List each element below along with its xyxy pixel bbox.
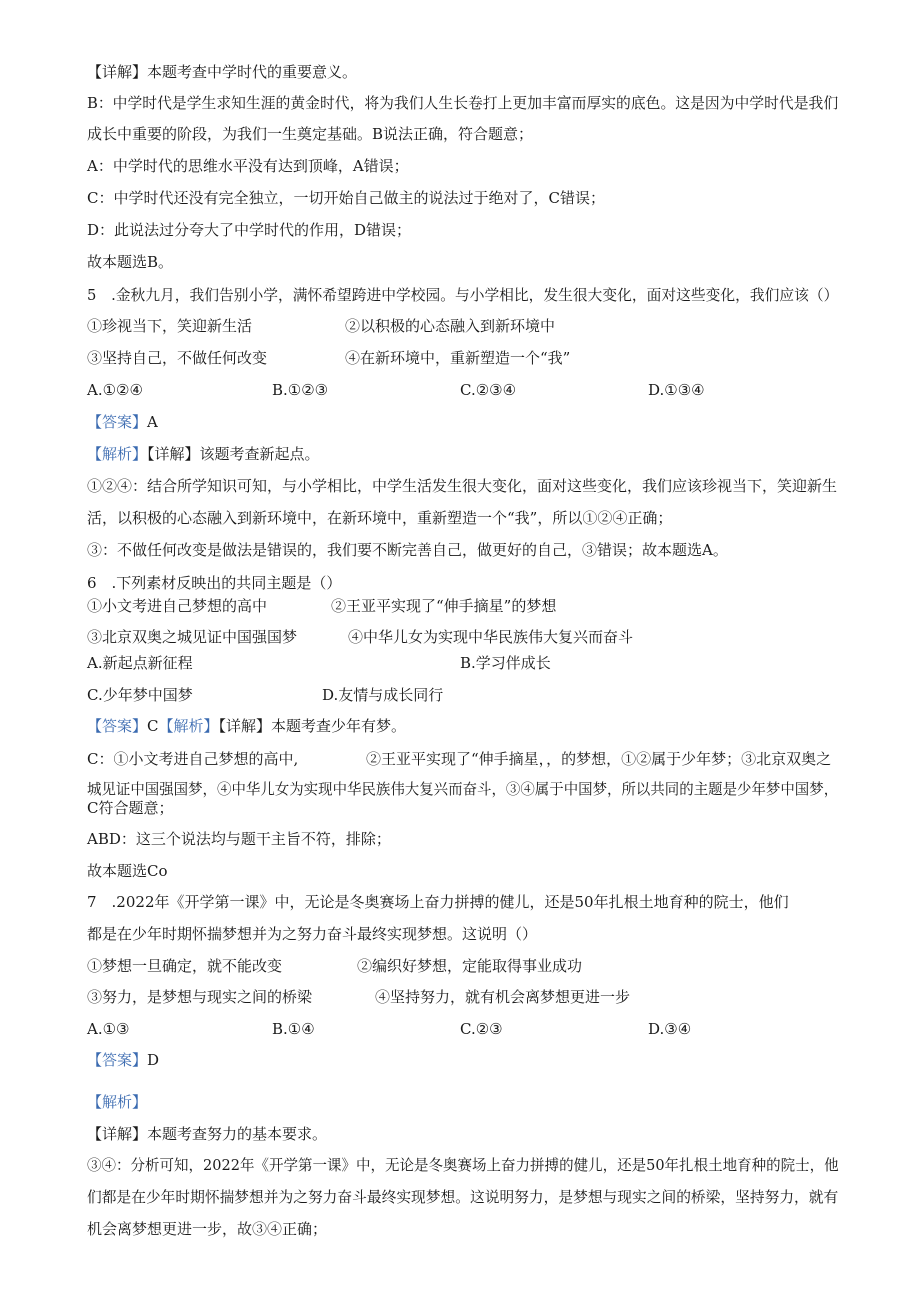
text-line: C符合题意；	[87, 799, 174, 817]
statement: ④中华儿女为实现中华民族伟大复兴而奋斗	[348, 628, 634, 646]
answer-tag: 【答案】	[87, 413, 148, 431]
choice-a: A.①③	[87, 1020, 130, 1038]
text-line: ③：不做任何改变是做法是错误的，我们要不断完善自己，做更好的自己，③错误；故本题选A。	[87, 541, 728, 559]
analysis-text: 【详解】本题考查少年有梦。	[218, 717, 407, 735]
text-line: 成长中重要的阶段，为我们一生奠定基础。B说法正确，符合题意；	[87, 125, 534, 143]
question-5: 5 .金秋九月，我们告别小学，满怀希望跨进中学校园。与小学相比，发生很大变化，面对这些变化，我们应该（）	[87, 286, 839, 304]
analysis-tag: 【解析】	[158, 717, 219, 735]
answer-line	[87, 1050, 159, 1070]
choice-d: D.友情与成长同行	[322, 686, 444, 704]
text-line: A：中学时代的思维水平没有达到顶峰，A错误；	[87, 157, 409, 175]
question-6: 6 .下列素材反映出的共同主题是（）	[87, 574, 342, 592]
answer-value: C	[147, 717, 159, 735]
statement: ①梦想一旦确定，就不能改变	[87, 957, 283, 975]
analysis-text: 【详解】该题考查新起点。	[147, 445, 320, 463]
choice-b: B.①④	[272, 1020, 315, 1038]
text-line: C：①小文考进自己梦想的高中,	[87, 750, 299, 768]
text-line: C：中学时代还没有完全独立，一切开始自己做主的说法过于绝对了，C错误；	[87, 189, 605, 207]
statement: ③坚持自己，不做任何改变	[87, 349, 268, 367]
text-line: 活，以积极的心态融入到新环境中，在新环境中，重新塑造一个“我”，所以①②④正确；	[87, 509, 673, 527]
text-line: 【详解】本题考查中学时代的重要意义。	[87, 63, 358, 81]
text-line: 【详解】本题考查努力的基本要求。	[87, 1125, 328, 1143]
answer-value: A	[147, 413, 158, 431]
text-line: 故本题选B。	[87, 253, 174, 271]
answer-tag: 【答案】	[87, 717, 148, 735]
analysis-tag: 【解析】	[87, 445, 148, 463]
text-line: D：此说法过分夸大了中学时代的作用，D错误；	[87, 221, 412, 239]
statement: ④坚持努力，就有机会离梦想更进一步	[375, 988, 631, 1006]
question-7-cont: 都是在少年时期怀揣梦想并为之努力奋斗最终实现梦想。这说明（）	[87, 925, 538, 943]
statement: ①小文考进自己梦想的高中	[87, 597, 268, 615]
statement: ③北京双奥之城见证中国强国梦	[87, 628, 298, 646]
text-line: ①②④：结合所学知识可知，与小学相比，中学生活发生很大变化，面对这些变化，我们应该珍视当下，笑迎新生	[87, 477, 838, 495]
statement: ①珍视当下，笑迎新生活	[87, 317, 253, 335]
choice-d: D.③④	[648, 1020, 692, 1038]
answer-value: D	[147, 1051, 160, 1069]
statement: ②编织好梦想，定能取得事业成功	[357, 957, 583, 975]
analysis-line	[87, 444, 320, 464]
choice-a: A.①②④	[87, 381, 143, 399]
answer-line	[87, 716, 406, 736]
text-line: ③④：分析可知，2022年《开学第一课》中，无论是冬奥赛场上奋力拼搏的健儿，还是50年扎根土地育种的院士，他	[87, 1156, 839, 1174]
statement: ②王亚平实现了“伸手摘星”的梦想	[331, 597, 557, 615]
choice-c: C.②③④	[460, 381, 517, 399]
statement: ②以积极的心态融入到新环境中	[345, 317, 556, 335]
analysis-line	[87, 1092, 147, 1112]
text-line: 故本题选Co	[87, 862, 168, 880]
text-line: ②王亚平实现了“伸手摘星，，的梦想，①②属于少年梦；③北京双奥之	[366, 750, 832, 768]
answer-line	[87, 412, 158, 432]
choice-d: D.①③④	[648, 381, 705, 399]
text-line: 们都是在少年时期怀揣梦想并为之努力奋斗最终实现梦想。这说明努力，是梦想与现实之间的桥梁，坚持努力，就有	[87, 1188, 839, 1206]
answer-tag: 【答案】	[87, 1051, 148, 1069]
statement: ③努力，是梦想与现实之间的桥梁	[87, 988, 313, 1006]
choice-c: C.少年梦中国梦	[87, 686, 193, 704]
analysis-tag: 【解析】	[87, 1093, 148, 1111]
choice-b: B.①②③	[272, 381, 329, 399]
text-line: ABD：这三个说法均与题干主旨不符，排除；	[87, 830, 391, 848]
text-line: B：中学时代是学生求知生涯的黄金时代，将为我们人生长卷打上更加丰富而厚实的底色。这是因为中学时代是我们	[87, 94, 839, 112]
choice-a: A.新起点新征程	[87, 654, 193, 672]
question-7: 7 .2022年《开学第一课》中，无论是冬奥赛场上奋力拼搏的健儿，还是50年扎根土地育种的院士，他们	[87, 893, 789, 911]
statement: ④在新环境中，重新塑造一个“我”	[345, 349, 571, 367]
choice-b: B.学习伴成长	[460, 654, 551, 672]
choice-c: C.②③	[460, 1020, 503, 1038]
text-line: 机会离梦想更进一步，故③④正确；	[87, 1220, 328, 1238]
text-line: 城见证中国强国梦，④中华儿女为实现中华民族伟大复兴而奋斗，③④属于中国梦，所以共同的主题是少年梦中国梦，	[87, 780, 839, 798]
